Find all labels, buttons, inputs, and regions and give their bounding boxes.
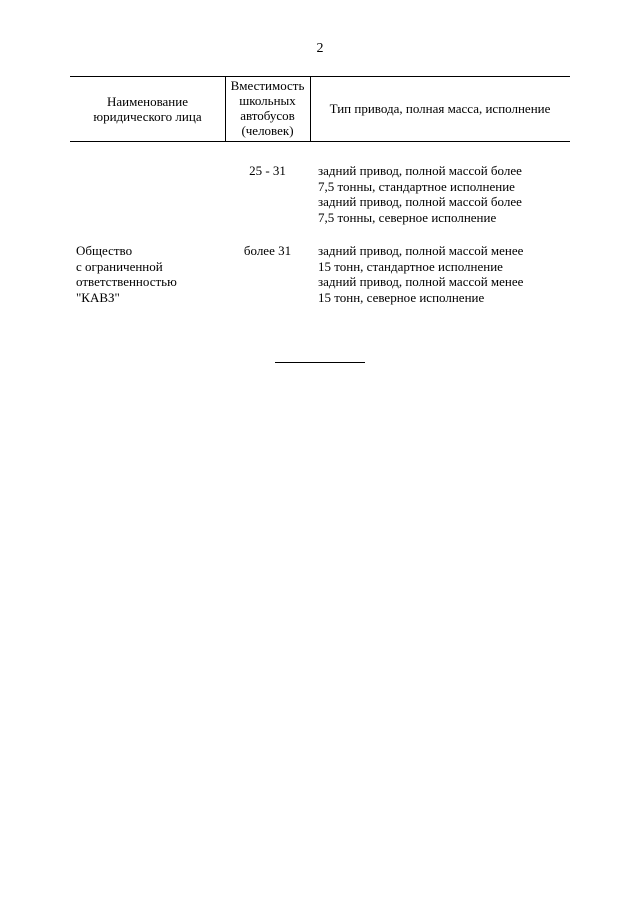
- company-line: с ограниченной: [76, 258, 163, 274]
- header-line: Тип привода, полная масса, исполнение: [329, 101, 551, 116]
- page-number: 2: [316, 41, 324, 56]
- drive-line: 7,5 тонны, стандартное исполнение: [318, 178, 515, 194]
- header-line: юридического лица: [93, 109, 202, 124]
- table-top-border: [70, 76, 570, 77]
- company-line: Общество: [76, 243, 133, 258]
- header-line: (человек): [241, 123, 294, 138]
- drive-line: 15 тонн, северное исполнение: [318, 289, 485, 305]
- header-line: Вместимость: [230, 78, 305, 93]
- drive-line: 15 тонн, стандартное исполнение: [318, 258, 503, 274]
- header-drive-mass-version: [310, 101, 570, 116]
- header-line: автобусов: [240, 108, 295, 123]
- table-header-bottom-border: [70, 141, 570, 142]
- drive-line: задний привод, полной массой менее: [318, 274, 524, 289]
- drive-line: задний привод, полной массой более: [318, 163, 522, 178]
- capacity-cell: 25 - 31: [249, 163, 286, 178]
- end-of-document-rule: [275, 362, 365, 363]
- company-line: "КАВЗ": [76, 289, 120, 305]
- company-name-cell: [76, 243, 177, 305]
- drive-type-cell: [318, 163, 522, 225]
- header-line: Наименование: [107, 94, 188, 109]
- header-legal-entity-name: [70, 94, 225, 124]
- drive-line: задний привод, полной массой более: [318, 194, 522, 209]
- header-bus-capacity: [225, 78, 310, 138]
- capacity-cell: более 31: [243, 243, 292, 258]
- drive-line: 7,5 тонны, северное исполнение: [318, 209, 497, 225]
- header-line: школьных: [239, 93, 296, 108]
- drive-type-cell: [318, 243, 523, 305]
- drive-line: задний привод, полной массой менее: [318, 243, 524, 258]
- company-line: ответственностью: [76, 274, 177, 289]
